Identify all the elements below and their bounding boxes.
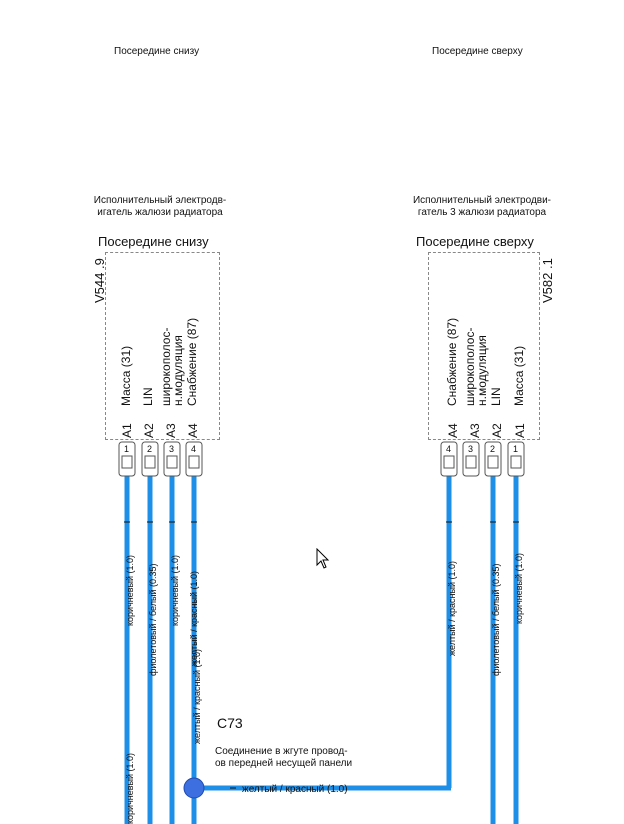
wire-label-left-a2: фиолетовый / белый (0.35) — [148, 563, 158, 676]
wire-label-junction: желтый / красный (1.0) — [242, 784, 348, 795]
left-device-desc-line1: Исполнительный электродв- — [93, 195, 227, 206]
right-pin-name-a3-line2: н.модуляция — [475, 335, 489, 406]
left-pin-id-a3: A3 — [164, 423, 178, 438]
right-device-code: V582 .1 — [540, 258, 555, 303]
left-pin-id-a1: A1 — [120, 423, 134, 438]
junction-node — [184, 778, 204, 798]
right-device-desc-line1: Исполнительный электродви- — [412, 195, 552, 206]
right-pin-id-a1: A1 — [513, 423, 527, 438]
junction-description — [215, 746, 352, 770]
right-device-location: Посередине сверху — [416, 234, 534, 249]
wire-label-left-a4: желтый / красный (1.0) — [192, 648, 202, 744]
wire-label-left-a1: коричневый (1.0) — [125, 554, 135, 626]
wire-label-left-a4-overlap: желтый / красный (1.0) — [189, 570, 199, 666]
left-pin-name-a1: Масса (31) — [119, 345, 133, 406]
mouse-cursor-icon — [316, 548, 332, 570]
left-pin-name-a4: Снабжение (87) — [185, 317, 199, 406]
right-pin-name-a1: Масса (31) — [512, 345, 526, 406]
left-pin-name-a3-line1: широкополос- — [159, 327, 173, 406]
right-connector-2-number: 2 — [490, 444, 496, 454]
header-left: Посередине снизу — [114, 46, 200, 57]
junction-desc-line1: Соединение в жгуте провод- — [215, 746, 348, 757]
wire-label-left-a3: коричневый (1.0) — [170, 554, 180, 626]
left-pin-id-a4: A4 — [186, 423, 200, 438]
left-device-location: Посередине снизу — [98, 234, 209, 249]
wire-label-right-a4: желтый / красный (1.0) — [447, 560, 457, 656]
left-connector-4-number: 4 — [191, 444, 197, 454]
left-connector-2-number: 2 — [147, 444, 153, 454]
junction-desc-line2: ов передней несущей панели — [215, 758, 353, 769]
right-pin-name-a3-line1: широкополос- — [463, 327, 477, 406]
right-connector-1-number: 1 — [513, 444, 519, 454]
left-pin-name-a3-line2: н.модуляция — [171, 335, 185, 406]
right-pin-id-a2: A2 — [490, 423, 504, 438]
header-right: Посередине сверху — [432, 46, 523, 57]
right-pin-name-a4: Снабжение (87) — [445, 317, 459, 406]
left-device-code: V544 .9 — [92, 258, 107, 303]
left-device-desc-line2: игатель жалюзи радиатора — [97, 207, 223, 218]
wire-label-right-a2: фиолетовый / белый (0.35) — [491, 563, 501, 676]
left-connector-1-number: 1 — [124, 444, 130, 454]
right-pin-name-a2: LIN — [489, 387, 503, 406]
right-pin-id-a3: A3 — [468, 423, 482, 438]
left-connector-3-number: 3 — [169, 444, 175, 454]
left-pin-name-a2: LIN — [141, 387, 155, 406]
right-connector-3-number: 3 — [468, 444, 474, 454]
wire-label-right-a1: коричневый (1.0) — [514, 552, 524, 624]
wire-label-left-bottom: коричневый (1.0) — [125, 752, 135, 824]
right-device-desc-line2: гатель 3 жалюзи радиатора — [417, 207, 547, 218]
left-pin-id-a2: A2 — [142, 423, 156, 438]
junction-code: C73 — [217, 715, 243, 731]
right-pin-id-a4: A4 — [446, 423, 460, 438]
right-connector-4-number: 4 — [446, 444, 452, 454]
